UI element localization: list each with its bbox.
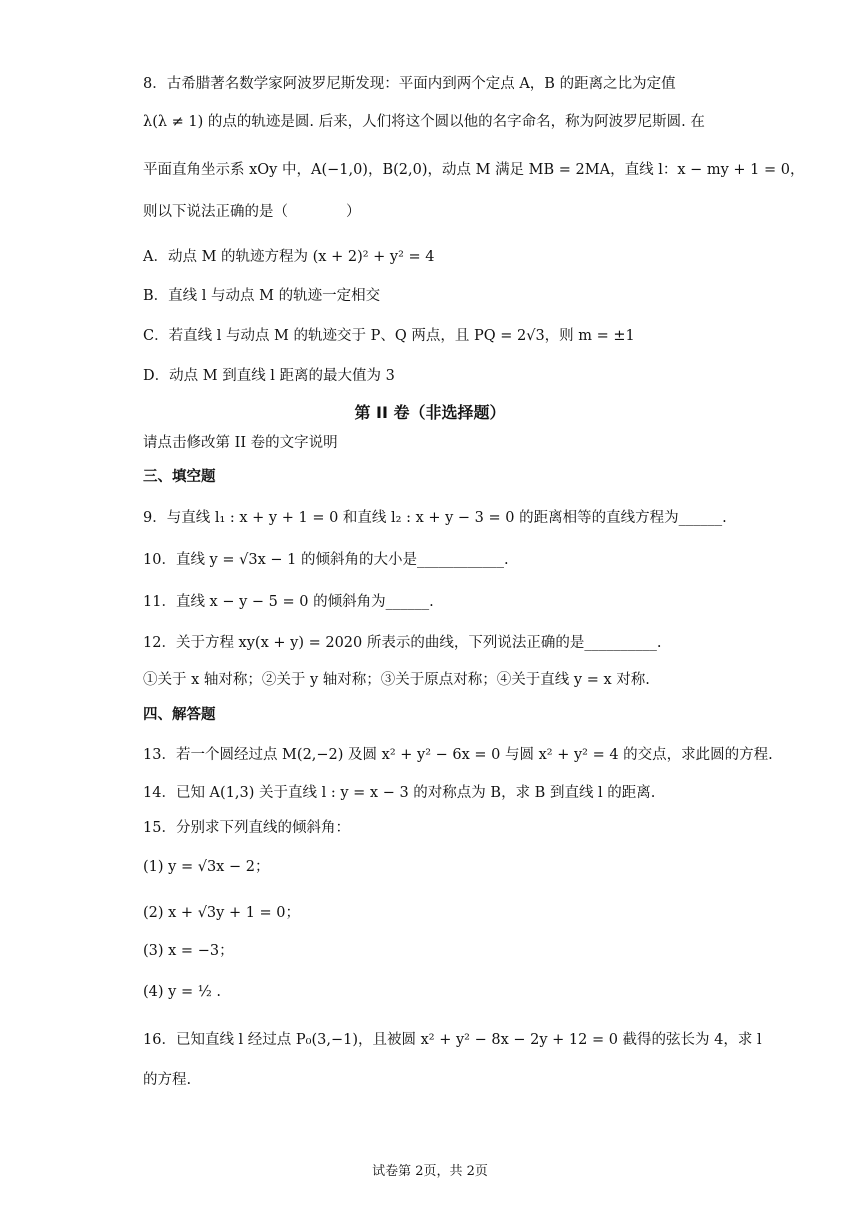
q12: 12．关于方程 xy(x + y) = 2020 所表示的曲线，下列说法正确的是__________. — [143, 635, 662, 651]
q9: 9．与直线 l₁ : x + y + 1 = 0 和直线 l₂ : x + y − 3 = 0 的距离相等的直线方程为______. — [143, 510, 727, 526]
q15-item-1: (1) y = √3x − 2； — [143, 859, 270, 875]
page-footer: 试卷第 2页，共 2页 — [372, 1164, 488, 1179]
q16-line-1: 16．已知直线 l 经过点 P₀(3,−1)，且被圆 x² + y² − 8x − 2y + 12 = 0 截得的弦长为 4，求 l — [143, 1032, 762, 1048]
part-ii-title: 第 II 卷（非选择题） — [354, 403, 506, 422]
q15: 15．分别求下列直线的倾斜角： — [143, 820, 350, 836]
q10: 10．直线 y = √3x − 1 的倾斜角的大小是____________. — [143, 552, 509, 568]
q8-line-4: 则以下说法正确的是（ ） — [143, 204, 361, 220]
part-ii-note: 请点击修改第 II 卷的文字说明 — [143, 435, 338, 451]
q8-option-d: D．动点 M 到直线 l 距离的最大值为 3 — [143, 368, 395, 384]
q14: 14．已知 A(1,3) 关于直线 l : y = x − 3 的对称点为 B，求 B 到直线 l 的距离. — [143, 785, 656, 801]
q8-line-1: 8．古希腊著名数学家阿波罗尼斯发现：平面内到两个定点 A，B 的距离之比为定值 — [143, 76, 676, 92]
q8-option-a: A．动点 M 的轨迹方程为 (x + 2)² + y² = 4 — [143, 249, 435, 265]
q11: 11．直线 x − y − 5 = 0 的倾斜角为______. — [143, 594, 434, 610]
q12-options: ①关于 x 轴对称；②关于 y 轴对称；③关于原点对称；④关于直线 y = x 对称. — [143, 672, 650, 688]
q16-line-2: 的方程. — [143, 1072, 192, 1088]
q15-item-3: (3) x = −3； — [143, 943, 234, 959]
q8-line-3: 平面直角坐示系 xOy 中，A(−1,0)，B(2,0)，动点 M 满足 MB = 2MA，直线 l：x − my + 1 = 0， — [143, 162, 805, 178]
section-3-heading: 三、填空题 — [143, 469, 216, 485]
q8-line-2: λ(λ ≠ 1) 的点的轨迹是圆. 后来，人们将这个圆以他的名字命名，称为阿波罗尼斯圆. 在 — [143, 114, 705, 130]
q13: 13．若一个圆经过点 M(2,−2) 及圆 x² + y² − 6x = 0 与圆 x² + y² = 4 的交点，求此圆的方程. — [143, 747, 773, 763]
q15-item-4: (4) y = ½ . — [143, 984, 221, 1000]
q15-item-2: (2) x + √3y + 1 = 0； — [143, 905, 301, 921]
q8-option-c: C．若直线 l 与动点 M 的轨迹交于 P、Q 两点，且 PQ = 2√3，则 m = ±1 — [143, 328, 635, 344]
section-4-heading: 四、解答题 — [143, 707, 216, 723]
q8-option-b: B．直线 l 与动点 M 的轨迹一定相交 — [143, 288, 381, 304]
